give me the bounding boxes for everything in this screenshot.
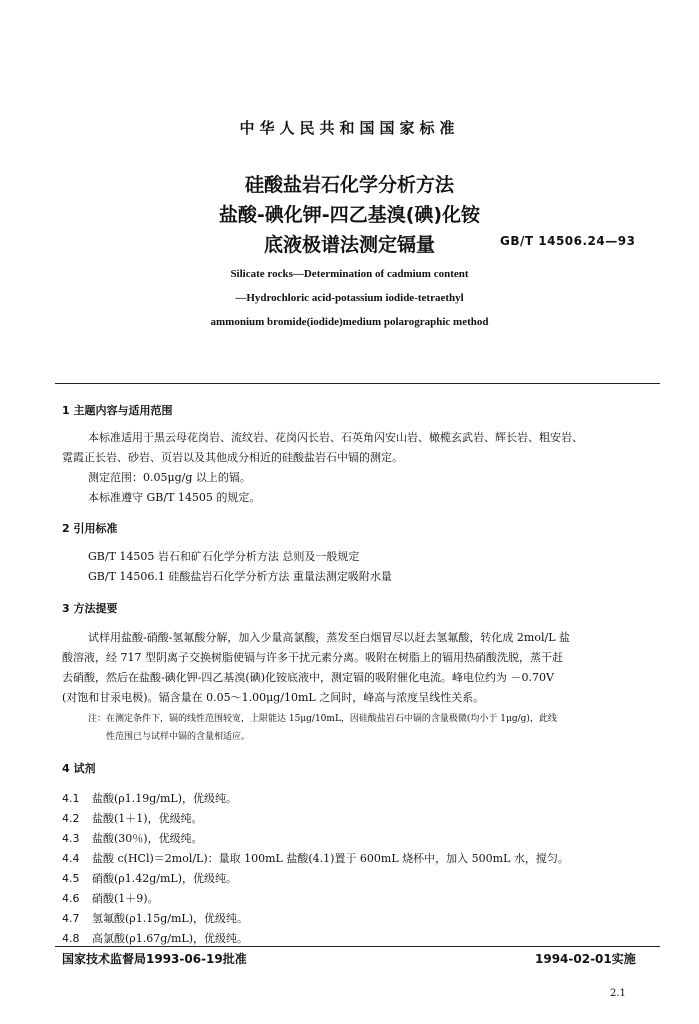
section-3-line-3: 去硝酸，然后在盐酸-碘化钾-四乙基溴(碘)化铵底液中，测定镉的吸附催化电流。峰电位约为 －0.70V xyxy=(62,671,554,684)
section-3-line-4: (对饱和甘汞电极)。镉含量在 0.05～1.00μg/10mL 之间时，峰高与浓度呈线性关系。 xyxy=(62,691,485,704)
english-title-line-2: —Hydrochloric acid-potassium iodide-tetraethyl xyxy=(235,292,464,304)
implementation-date: 1994-02-01实施 xyxy=(535,952,636,966)
english-title-line-3: ammonium bromide(iodide)medium polarographic method xyxy=(210,316,489,328)
reagent-item: 4.1 盐酸(ρ1.19g/mL)，优级纯。 xyxy=(62,792,238,805)
section-4-heading: 4 试剂 xyxy=(62,762,96,775)
reagent-item: 4.6 硝酸(1＋9)。 xyxy=(62,892,159,905)
section-3-line-1: 试样用盐酸-硝酸-氢氟酸分解，加入少量高氯酸，蒸发至白烟冒尽以赶去氢氟酸，转化成 2mol/L 盐 xyxy=(88,631,571,644)
title-line-1: 硅酸盐岩石化学分析方法 xyxy=(244,174,454,196)
national-standard-header: 中华人民共和国国家标准 xyxy=(239,119,460,137)
footer-divider xyxy=(55,946,660,947)
page-number: 2.1 xyxy=(610,988,626,999)
section-1-para-1-line-1: 本标准适用于黑云母花岗岩、流纹岩、花岗闪长岩、石英角闪安山岩、橄榄玄武岩、辉长岩、粗安岩、 xyxy=(88,431,583,444)
reagent-item: 4.4 盐酸 c(HCl)＝2mol/L)：量取 100mL 盐酸(4.1)置于 600mL 烧杯中，加入 500mL 水，搅匀。 xyxy=(62,852,569,865)
section-3-note-line-1: 注：在测定条件下，镉的线性范围较宽，上限能达 15μg/10mL，因硅酸盐岩石中镉的含量极微(均小于 1μg/g)，此线 xyxy=(88,714,557,724)
section-1-para-1-line-2: 霓霞正长岩、砂岩、页岩以及其他成分相近的硅酸盐岩石中镉的测定。 xyxy=(62,451,403,464)
header-divider xyxy=(55,383,660,384)
section-3-line-2: 酸溶液，经 717 型阴离子交换树脂使镉与许多干扰元素分离。吸附在树脂上的镉用热硝酸洗脱，蒸干赶 xyxy=(62,651,563,664)
reagent-item: 4.3 盐酸(30％)，优级纯。 xyxy=(62,832,203,845)
section-1-para-3: 本标准遵守 GB/T 14505 的规定。 xyxy=(88,491,261,504)
reference-1: GB/T 14505 岩石和矿石化学分析方法 总则及一般规定 xyxy=(88,550,360,563)
section-2-heading: 2 引用标准 xyxy=(62,522,118,535)
standard-number: GB/T 14506.24—93 xyxy=(500,234,636,248)
section-1-para-2: 测定范围：0.05μg/g 以上的镉。 xyxy=(88,471,251,484)
section-1-heading: 1 主题内容与适用范围 xyxy=(62,404,173,417)
title-line-2: 盐酸-碘化钾-四乙基溴(碘)化铵 xyxy=(218,204,481,226)
section-3-heading: 3 方法提要 xyxy=(62,602,118,615)
title-line-3: 底液极谱法测定镉量 xyxy=(263,234,435,256)
reagent-item: 4.5 硝酸(ρ1.42g/mL)，优级纯。 xyxy=(62,872,238,885)
reference-2: GB/T 14506.1 硅酸盐岩石化学分析方法 重量法测定吸附水量 xyxy=(88,570,392,583)
reagent-item: 4.7 氢氟酸(ρ1.15g/mL)，优级纯。 xyxy=(62,912,249,925)
english-title-line-1: Silicate rocks—Determination of cadmium content xyxy=(230,268,469,280)
section-3-note-line-2: 性范围已与试样中镉的含量相适应。 xyxy=(106,732,251,742)
reagent-item: 4.8 高氯酸(ρ1.67g/mL)，优级纯。 xyxy=(62,932,249,945)
reagent-item: 4.2 盐酸(1＋1)，优级纯。 xyxy=(62,812,203,825)
approval-date: 国家技术监督局1993-06-19批准 xyxy=(62,952,247,966)
